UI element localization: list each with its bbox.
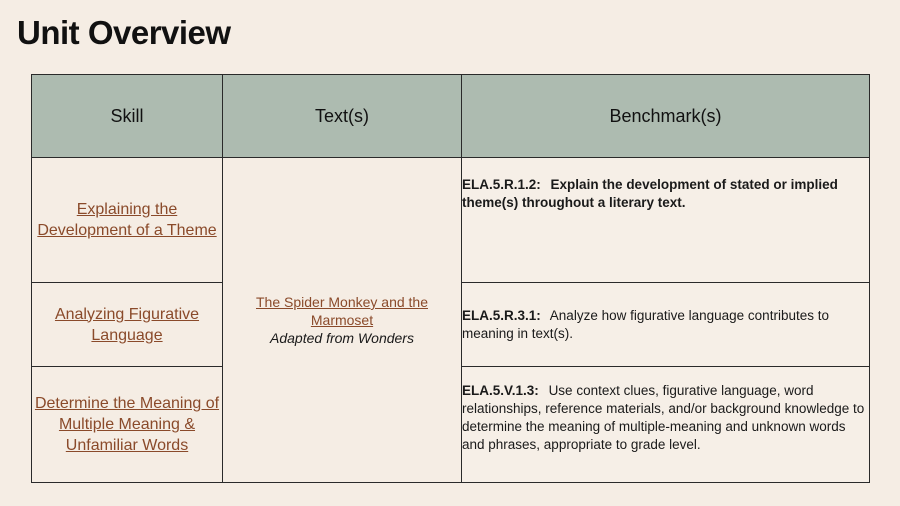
benchmark-code: ELA.5.R.1.2: — [462, 177, 541, 192]
text-link-spider-monkey[interactable]: The Spider Monkey and the Marmoset — [256, 294, 428, 328]
benchmark-cell — [462, 283, 870, 367]
header-skill: Skill — [32, 75, 223, 158]
benchmark-cell — [462, 367, 870, 483]
header-benchmarks: Benchmark(s) — [462, 75, 870, 158]
benchmark-description: Use context clues, figurative language, word relationships, reference materials, and/or background knowledge to determine the meaning of multiple-meaning and unknown words and phrases, appropriate to grade level. — [462, 383, 865, 452]
table-header-row — [32, 75, 870, 158]
skill-cell — [32, 158, 223, 283]
text-cell — [223, 158, 462, 483]
skill-link-theme[interactable]: Explaining the Development of a Theme — [37, 201, 217, 239]
skill-link-word-meaning[interactable]: Determine the Meaning of Multiple Meaning & Unfamiliar Words — [34, 395, 220, 454]
benchmark-code: ELA.5.R.3.1: — [462, 307, 541, 323]
skill-link-figurative-language[interactable]: Analyzing Figurative Language — [54, 305, 200, 344]
text-source: Adapted from Wonders — [270, 330, 414, 346]
table-row — [32, 158, 870, 283]
header-texts: Text(s) — [223, 75, 462, 158]
skill-cell — [32, 367, 223, 483]
benchmark-code: ELA.5.V.1.3: — [462, 383, 539, 398]
page-title: Unit Overview — [17, 14, 231, 51]
benchmark-cell — [462, 158, 870, 283]
skill-cell — [32, 283, 223, 367]
benchmark-description: Analyze how figurative language contributes to meaning in text(s). — [462, 307, 829, 341]
benchmark-description: Explain the development of stated or implied theme(s) throughout a literary text. — [462, 177, 838, 210]
unit-overview-table — [31, 74, 870, 483]
